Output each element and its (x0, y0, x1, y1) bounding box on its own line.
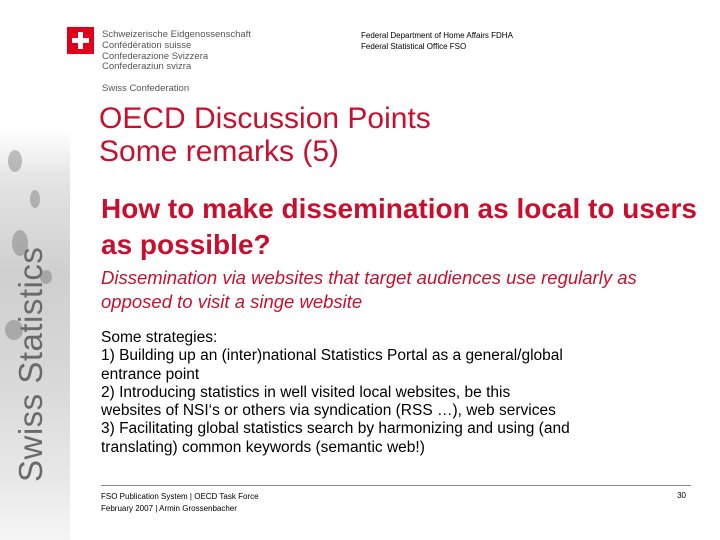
swiss-flag-logo (67, 27, 94, 54)
body-line: 2) Introducing statistics in well visited local websites, be this (101, 383, 511, 401)
department-name: Federal Department of Home Affairs FDHA (361, 31, 513, 40)
confederation-english: Swiss Confederation (102, 83, 190, 95)
page-number: 30 (677, 491, 686, 500)
slide-title-line: Some remarks (5) (99, 135, 340, 168)
department-block (361, 30, 513, 52)
footer-divider (101, 485, 691, 486)
footer-info (101, 491, 259, 515)
body-line: Some strategies: (101, 329, 218, 346)
body-line: 1) Building up an (inter)national Statistics Portal as a general/global (101, 347, 563, 365)
body-line: 3) Facilitating global statistics search by harmonizing and using (and (101, 420, 570, 438)
body-line: entrance point (101, 365, 200, 383)
office-name: Federal Statistical Office FSO (361, 42, 467, 51)
confederation-line: Confederazione Svizzera (102, 50, 209, 62)
slide-heading: How to make dissemination as local to users as possible? (101, 193, 697, 260)
footer-author-date: February 2007 | Armin Grossenbacher (101, 504, 237, 513)
slide-body (101, 329, 701, 457)
confederation-line: Confederaziun svizra (102, 61, 192, 73)
sidebar-label: Swiss Statistics (12, 246, 49, 482)
body-line: translating) common keywords (semantic web!) (101, 438, 425, 456)
body-line: websites of NSI‘s or others via syndication (RSS …), web services (101, 402, 556, 420)
footer-publication: FSO Publication System | OECD Task Force (101, 492, 259, 501)
confederation-line: Confédération suisse (102, 39, 192, 51)
confederation-names (102, 30, 251, 95)
slide-title-line: OECD Discussion Points (99, 102, 431, 135)
slide-subheading: Dissemination via websites that target audiences use regularly as opposed to visit a singe website (101, 267, 637, 312)
confederation-line: Schweizerische Eidgenossenschaft (102, 29, 251, 40)
slide-title (99, 102, 431, 168)
